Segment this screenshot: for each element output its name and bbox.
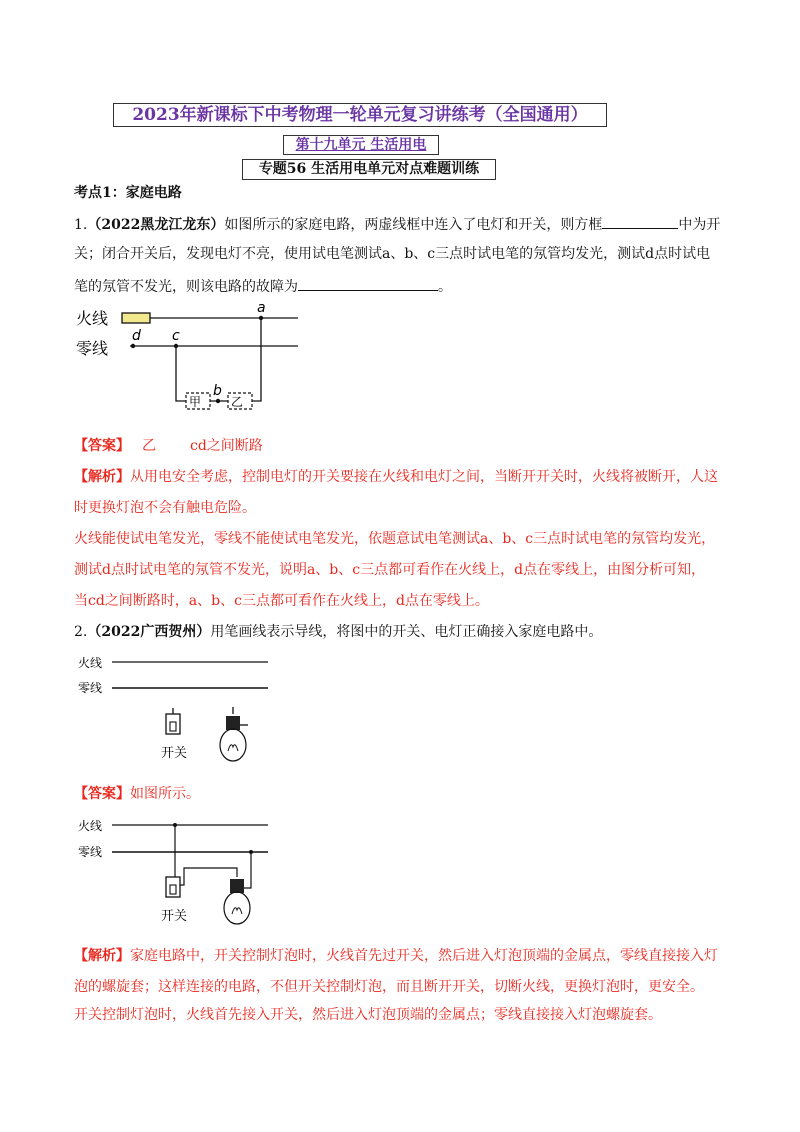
q1-source: （2022黑龙江龙东） — [87, 217, 225, 233]
neutral-wire-label: 零线 — [78, 845, 103, 859]
label-a: a — [257, 300, 266, 316]
unit-title: 第十九单元 生活用电 — [283, 135, 439, 155]
document-title: 2023年新课标下中考物理一轮单元复习讲练考（全国通用） — [113, 103, 607, 127]
q1-analysis-line3: 火线能使试电笔发光，零线不能使试电笔发光，依题意试电笔测试a、b、c三点时试电笔的氖管均发光， — [74, 531, 716, 547]
neutral-wire-label: 零线 — [78, 681, 103, 695]
switch-icon — [166, 708, 180, 734]
q2-answer — [74, 785, 200, 803]
answer-tag: 【答案】 — [74, 438, 130, 454]
switch-label: 开关 — [161, 746, 188, 761]
q1-answer-1: 乙 — [142, 438, 156, 454]
fuse — [122, 313, 150, 323]
lightbulb-icon — [220, 707, 248, 761]
label-c: c — [172, 328, 180, 344]
live-wire-label: 火线 — [78, 656, 103, 670]
answer-tag: 【答案】 — [74, 786, 130, 802]
live-wire-label: 火线 — [76, 309, 109, 328]
circuit-diagram-2-answer — [76, 815, 276, 933]
q2-analysis-line1: 【解析】家庭电路中，开关控制灯泡时，火线首先过开关，然后进入灯泡顶端的金属点，零线直接接入灯 — [74, 948, 718, 964]
q2-analysis-line2: 泡的螺旋套；这样连接的电路，不但开关控制灯泡，而且断开开关，切断火线，更换灯泡时，更安全。 — [74, 979, 704, 995]
topic-title: 专题56 生活用电单元对点难题训练 — [242, 159, 496, 180]
q1-answer — [74, 437, 263, 455]
label-d: d — [132, 328, 141, 344]
point-b — [216, 399, 220, 403]
switch-label: 开关 — [161, 909, 188, 924]
circuit-diagram-2 — [76, 652, 276, 770]
q1-line2: 关；闭合开关后，发现电灯不亮，使用试电笔测试a、b、c三点时试电笔的氖管均发光，测试d点时试电 — [74, 246, 711, 262]
q2-source: （2022广西贺州） — [87, 624, 211, 640]
q1-text-part2: 中为开 — [678, 217, 721, 233]
wire-switch-to-bulb — [180, 868, 237, 885]
box-yi-label: 乙 — [231, 395, 244, 409]
q1-blank1 — [602, 214, 678, 229]
neutral-wire-label: 零线 — [76, 339, 109, 358]
q2-analysis-line3: 开关控制灯泡时，火线首先接入开关，然后进入灯泡顶端的金属点；零线直接接入灯泡螺旋套。 — [74, 1007, 662, 1023]
q1-analysis-line5: 当cd之间断路时，a、b、c三点都可看作在火线上，d点在零线上。 — [74, 593, 489, 609]
q2-answer-text: 如图所示。 — [130, 786, 200, 802]
q1-period: 。 — [438, 279, 452, 295]
analysis-tag: 【解析】 — [74, 948, 130, 964]
section-label: 考点1：家庭电路 — [74, 185, 182, 201]
point-d — [131, 344, 135, 348]
live-wire-label: 火线 — [78, 819, 103, 833]
q1-analysis-line2: 时更换灯泡不会有触电危险。 — [74, 500, 256, 516]
q1-text-part3: 笔的氖管不发光，则该电路的故障为 — [74, 279, 298, 295]
q1-text-part1: 如图所示的家庭电路，两虚线框中连入了电灯和开关，则方框 — [224, 217, 603, 233]
circuit-diagram-1 — [72, 298, 300, 416]
q1-analysis-line4: 测试d点时试电笔的氖管不发光，说明a、b、c三点都可看作在火线上，d点在零线上，由图分析可知， — [74, 562, 706, 578]
q1-blank2 — [298, 276, 438, 291]
label-b: b — [213, 383, 222, 399]
q1-line1 — [74, 214, 720, 234]
q1-line3 — [74, 276, 452, 296]
q1-analysis-line1: 【解析】从用电安全考虑，控制电灯的开关要接在火线和电灯之间，当断开开关时，火线将被断开，人这 — [74, 469, 718, 485]
q2-number: 2. — [74, 624, 88, 640]
switch-icon — [166, 877, 180, 897]
box-jia-label: 甲 — [189, 395, 202, 409]
q1-answer-2: cd之间断路 — [190, 438, 263, 454]
lightbulb-icon — [224, 879, 250, 924]
q1-number: 1. — [74, 217, 88, 233]
analysis-tag: 【解析】 — [74, 469, 130, 485]
q2-line1 — [74, 623, 602, 641]
q2-text: 用笔画线表示导线，将图中的开关、电灯正确接入家庭电路中。 — [210, 624, 603, 640]
